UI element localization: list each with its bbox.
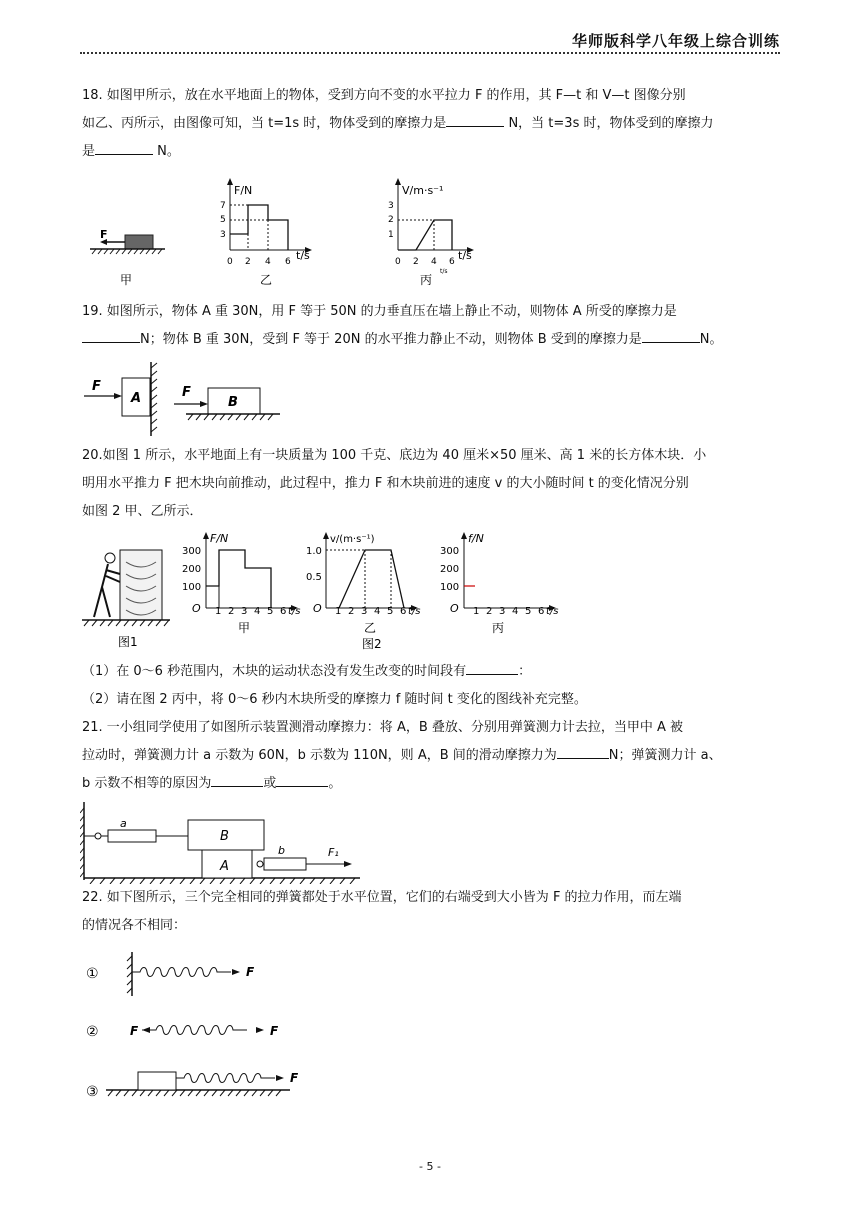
- question-21: [82, 714, 782, 798]
- caption-yi: 乙: [364, 621, 377, 635]
- q20-figure: [80, 532, 600, 650]
- x-tick: 4: [254, 606, 261, 617]
- x-tick: 2: [348, 606, 355, 617]
- fig2-caption: 图2: [362, 637, 382, 650]
- q21-blank-3[interactable]: [276, 772, 328, 787]
- y-axis-arrow: [227, 178, 233, 185]
- q21-figure: [80, 800, 370, 884]
- q18-fig-jia: [90, 228, 165, 287]
- y-tick: 0.5: [306, 572, 322, 583]
- origin-label: O: [192, 602, 201, 615]
- arrow-head: [256, 1027, 264, 1033]
- y-tick: 200: [440, 564, 460, 575]
- small-label: t/s: [440, 268, 448, 275]
- origin-label: O: [313, 602, 322, 615]
- question-20-subs: [82, 658, 782, 714]
- q20-fig1: [82, 550, 170, 649]
- header-title: 华师版科学八年级上综合训练: [571, 32, 780, 50]
- q18-fig-bing: [388, 178, 474, 287]
- y-axis-arrow: [395, 178, 401, 185]
- q21-blank-2[interactable]: [211, 772, 263, 787]
- q20-sub1: [82, 658, 782, 686]
- q20-line1: 20.如图 1 所示，水平地面上有一块质量为 100 千克、底边为 40 厘米×50 厘米、高 1 米的长方体木块．小: [82, 448, 707, 463]
- label-b: b: [278, 844, 285, 857]
- force-label-left: F: [130, 1024, 139, 1038]
- page-number: - 5 -: [419, 1160, 441, 1173]
- y-tick: 5: [220, 215, 226, 225]
- q19-line1: 19. 如图所示，物体 A 重 30N，用 F 等于 50N 的力垂直压在墙上静止不动，则物体 A 所受的摩擦力是: [82, 304, 677, 319]
- q19-line2: [82, 326, 782, 354]
- ground-hatch: [188, 414, 273, 420]
- q18-line2-text-a: 如乙、丙所示，由图像可知，当 t=1s 时，物体受到的摩擦力是: [82, 116, 447, 131]
- caption-jia: 甲: [238, 621, 251, 635]
- case-number: ③: [86, 1084, 99, 1100]
- arrow-head: [200, 401, 208, 407]
- caption-bing: 丙: [420, 273, 433, 287]
- q20-sub1-tail: ：: [518, 664, 532, 679]
- y-axis-label: V/m·s⁻¹: [402, 184, 444, 197]
- x-tick: 4: [512, 606, 519, 617]
- q18-line3-text-a: 是: [82, 144, 96, 159]
- x-tick: 1: [215, 606, 222, 617]
- spring: [142, 1026, 247, 1035]
- y-axis-label: v/(m·s⁻¹): [330, 534, 375, 545]
- q21-line1: 21. 一小组同学使用了如图所示装置测滑动摩擦力：将 A，B 叠放、分别用弹簧测力计去拉，当甲中 A 被: [82, 720, 684, 735]
- x-tick: 0: [395, 257, 401, 267]
- x-tick: 4: [374, 606, 381, 617]
- origin-label: O: [450, 602, 459, 615]
- y-tick: 3: [220, 230, 226, 240]
- q21-blank-1[interactable]: [557, 744, 609, 759]
- fig1-caption: 图1: [118, 635, 138, 649]
- x-axis-label: t/s: [296, 249, 310, 262]
- force-label-right: F: [270, 1024, 279, 1038]
- arrow-head: [344, 861, 352, 867]
- x-tick: 6: [285, 257, 291, 267]
- spring: [132, 968, 231, 977]
- x-axis-label: t/s: [288, 606, 301, 617]
- q19-line2-text-b: N。: [699, 332, 723, 347]
- q19-fig-floor: [174, 385, 280, 420]
- x-tick: 2: [486, 606, 493, 617]
- q18-line3: [82, 138, 782, 166]
- arrow-head: [232, 969, 240, 975]
- hook: [257, 861, 263, 867]
- x-tick: 4: [265, 257, 271, 267]
- force-label: F: [246, 965, 255, 979]
- x-tick: 6: [449, 257, 455, 267]
- x-tick: 6: [538, 606, 545, 617]
- y-axis-label: F/N: [210, 532, 229, 545]
- spring: [176, 1074, 275, 1083]
- person-body: [94, 564, 120, 617]
- person-head: [105, 553, 115, 563]
- caption-yi: 乙: [260, 273, 273, 287]
- q22-line1: 22. 如下图所示，三个完全相同的弹簧都处于水平位置，它们的右端受到大小皆为 F 的拉力作用，而左端: [82, 890, 682, 905]
- q18-line3-text-b: N。: [153, 144, 180, 159]
- y-tick: 100: [440, 582, 460, 593]
- x-tick: 0: [227, 257, 233, 267]
- ground-hatch: [84, 620, 169, 626]
- x-tick: 6: [400, 606, 407, 617]
- y-axis-arrow: [203, 532, 209, 539]
- force-label: F: [92, 379, 101, 394]
- q18-line2: [82, 110, 782, 138]
- force-line: [206, 550, 271, 608]
- question-18: [82, 82, 782, 166]
- q18-line2-text-b: N，当 t=3s 时，物体受到的摩擦力: [504, 116, 714, 131]
- x-tick: 5: [267, 606, 274, 617]
- y-tick: 7: [220, 201, 226, 211]
- question-22: [82, 884, 782, 940]
- q21-line3-text-a: b 示数不相等的原因为: [82, 776, 212, 791]
- q21-line2-text-b: N；弹簧测力计 a、: [608, 748, 722, 763]
- q22-case-2: [86, 1024, 279, 1040]
- x-tick: 5: [387, 606, 394, 617]
- question-20: [82, 442, 782, 526]
- q18-blank-2[interactable]: [95, 140, 153, 155]
- block: [138, 1072, 176, 1090]
- q19-fig-wall: [84, 362, 157, 436]
- x-axis-label: t/s: [546, 606, 559, 617]
- arrow-head: [276, 1075, 284, 1081]
- question-19: [82, 298, 782, 354]
- q22-case-3: [86, 1071, 299, 1100]
- v-t-line: [398, 220, 452, 250]
- x-tick: 4: [431, 257, 437, 267]
- f-t-line: [230, 205, 288, 250]
- x-tick: 2: [228, 606, 235, 617]
- x-tick: 5: [525, 606, 532, 617]
- wood-block: [120, 550, 162, 620]
- hook: [95, 833, 101, 839]
- page-header: [80, 30, 780, 54]
- q20-fig-jia: [182, 532, 301, 635]
- arrow-head: [114, 393, 122, 399]
- force-label: F: [100, 228, 108, 241]
- spring-scale-a: [108, 830, 156, 842]
- x-tick: 2: [413, 257, 419, 267]
- q18-line1: 18. 如图甲所示，放在水平地面上的物体，受到方向不变的水平拉力 F 的作用，其 F—t 和 V—t 图像分别: [82, 88, 686, 103]
- case-number: ②: [86, 1024, 99, 1040]
- caption-jia: 甲: [120, 273, 133, 287]
- q21-line3-text-c: 。: [328, 776, 342, 791]
- q20-sub1-text: （1）在 0～6 秒范围内，木块的运动状态没有发生改变的时间段有: [82, 664, 467, 679]
- q20-line3: 如图 2 甲、乙所示．: [82, 504, 203, 519]
- q20-sub2: （2）请在图 2 丙中，将 0～6 秒内木块所受的摩擦力 f 随时间 t 变化的图线补充完整。: [82, 692, 587, 707]
- block-b-label: B: [228, 395, 238, 410]
- x-tick: 2: [245, 257, 251, 267]
- y-tick: 2: [388, 215, 394, 225]
- y-axis-arrow: [461, 532, 467, 539]
- case-number: ①: [86, 966, 99, 982]
- y-tick: 100: [182, 582, 202, 593]
- y-tick: 300: [440, 546, 460, 557]
- q21-line2-text-a: 拉动时，弹簧测力计 a 示数为 60N，b 示数为 110N，则 A，B 间的滑动摩擦力为: [82, 748, 557, 763]
- q19-line2-text-a: N；物体 B 重 30N，受到 F 等于 20N 的水平推力静止不动，则物体 B 受到的摩擦力是: [140, 332, 642, 347]
- caption-bing: 丙: [492, 621, 505, 635]
- velocity-line: [339, 550, 404, 608]
- y-axis-arrow: [323, 532, 329, 539]
- q21-line3: [82, 770, 782, 798]
- y-axis-label: F/N: [234, 184, 253, 197]
- q19-blank-1[interactable]: [82, 328, 140, 343]
- y-axis-label: f/N: [468, 532, 484, 545]
- q22-case-1: [86, 952, 255, 996]
- x-tick: 6: [280, 606, 287, 617]
- x-axis-label: t/s: [458, 249, 472, 262]
- q22-figure: [80, 946, 320, 1106]
- force-label: F: [182, 385, 191, 400]
- y-tick: 200: [182, 564, 202, 575]
- block-a-label: A: [220, 859, 229, 874]
- x-tick: 1: [473, 606, 480, 617]
- q22-line2: 的情况各不相同：: [82, 918, 187, 933]
- label-f1: F₁: [328, 846, 339, 859]
- ground-hatch: [108, 1090, 281, 1096]
- x-tick: 3: [499, 606, 506, 617]
- q19-figure: [80, 358, 300, 440]
- q18-fig-yi: [220, 178, 312, 287]
- q21-line3-text-b: 或: [263, 776, 277, 791]
- spring-scale-b: [264, 858, 306, 870]
- q20-fig-yi: [306, 532, 421, 650]
- y-tick: 1.0: [306, 546, 322, 557]
- q20-fig-bing: [440, 532, 559, 635]
- x-axis-label: t/s: [408, 606, 421, 617]
- y-tick: 300: [182, 546, 202, 557]
- x-tick: 1: [335, 606, 342, 617]
- wall-hatch: [151, 363, 157, 432]
- y-tick: 3: [388, 201, 394, 211]
- q19-blank-2[interactable]: [642, 328, 700, 343]
- q21-line2: [82, 742, 782, 770]
- x-tick: 3: [241, 606, 248, 617]
- q18-blank-1[interactable]: [446, 112, 504, 127]
- block-a-label: A: [131, 391, 142, 406]
- x-tick: 3: [361, 606, 368, 617]
- label-a: a: [120, 817, 127, 830]
- force-label: F: [290, 1071, 299, 1085]
- y-tick: 1: [388, 230, 394, 240]
- q18-figure: [80, 172, 500, 292]
- q20-line2: 明用水平推力 F 把木块向前推动，此过程中，推力 F 和木块前进的速度 v 的大小随时间 t 的变化情况分别: [82, 476, 689, 491]
- block: [125, 235, 153, 249]
- q20-blank-1[interactable]: [466, 660, 518, 675]
- block-b-label: B: [220, 829, 229, 844]
